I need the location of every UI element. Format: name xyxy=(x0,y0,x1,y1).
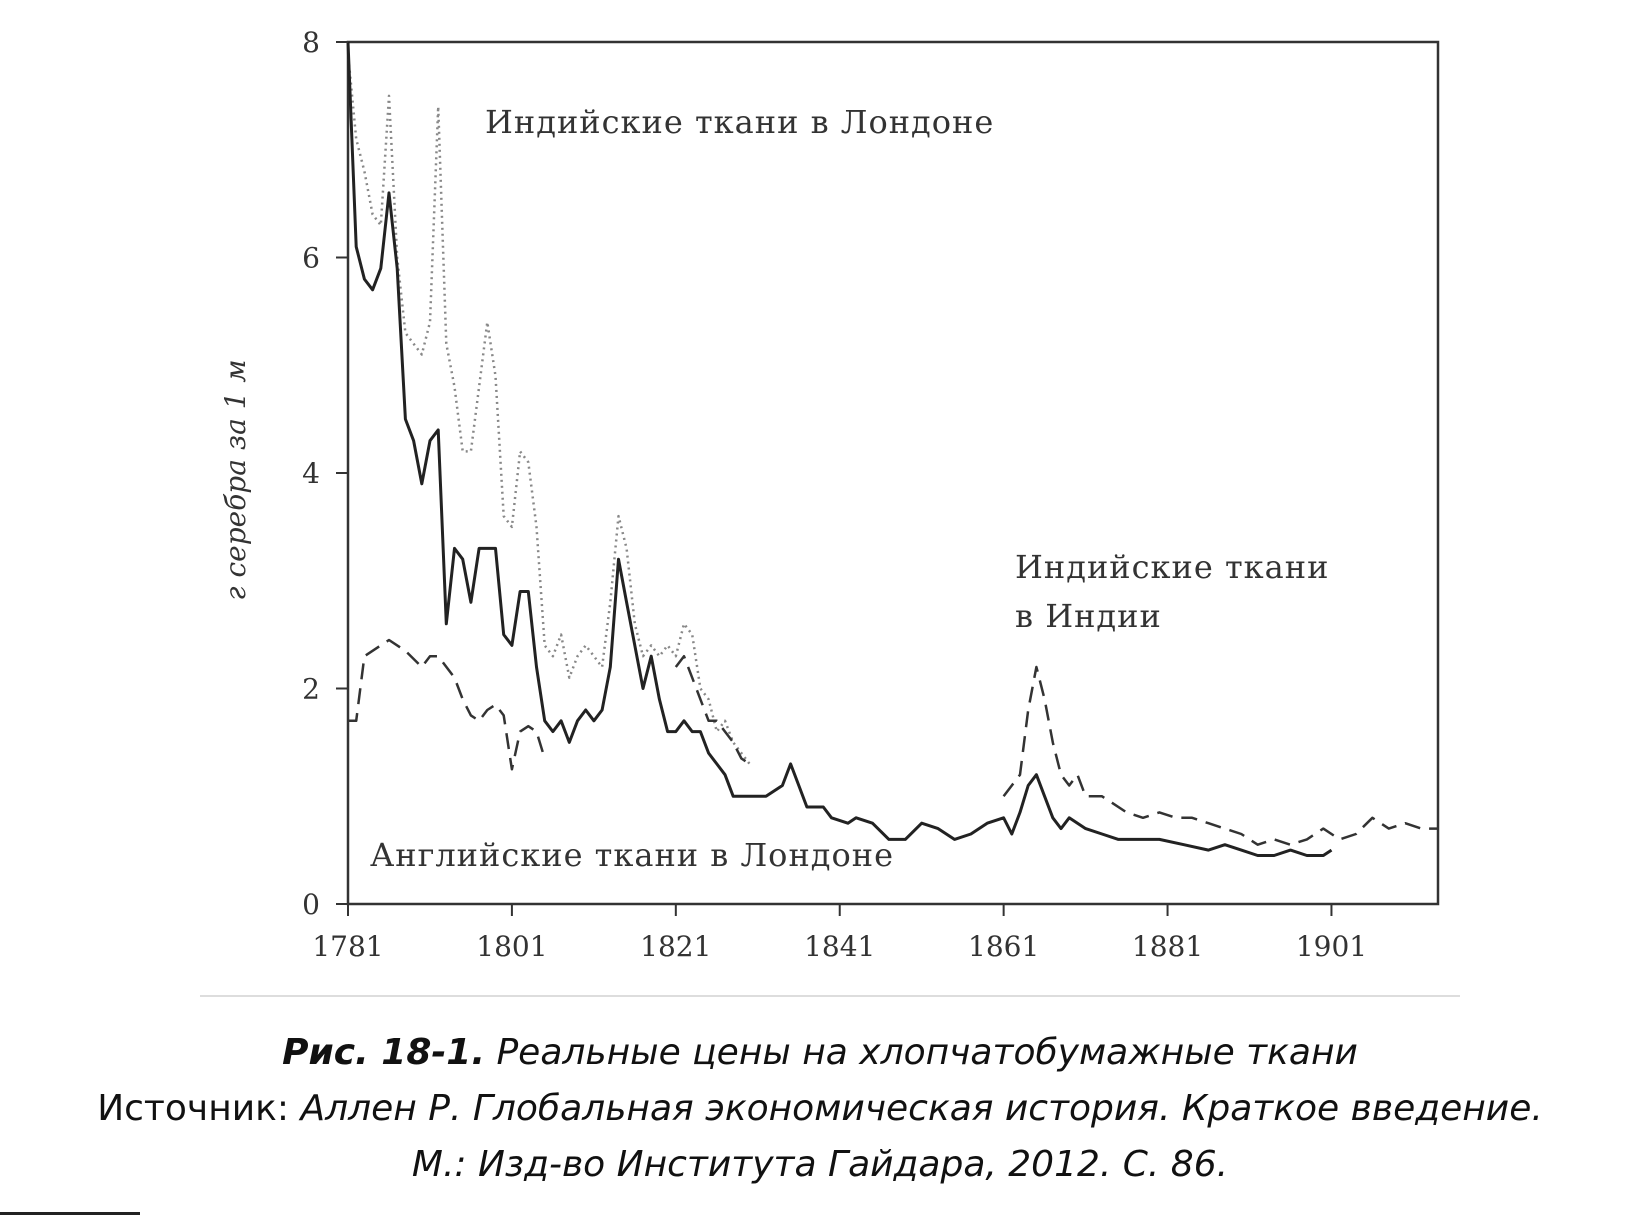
x-tick-label-1: 1801 xyxy=(476,930,548,963)
x-tick-label-2: 1821 xyxy=(640,930,712,963)
series-english_london-segment-0 xyxy=(348,42,1332,856)
footnote-rule xyxy=(0,1212,140,1215)
annotation-indian-india-line1: Индийские ткани xyxy=(1015,548,1330,586)
figure-number: Рис. 18-1. xyxy=(282,1032,486,1073)
x-tick-label-3: 1841 xyxy=(804,930,876,963)
y-tick-label-3: 6 xyxy=(302,241,320,275)
plot-frame xyxy=(348,42,1438,904)
caption-line-2 xyxy=(0,1081,1640,1137)
y-tick-label-4: 8 xyxy=(302,26,320,59)
figure-title: Реальные цены на хлопчатобумажные ткани xyxy=(485,1032,1358,1073)
x-tick-label-6: 1901 xyxy=(1295,930,1368,963)
y-tick-label-1: 2 xyxy=(302,672,320,706)
series-indian_india-segment-0 xyxy=(348,640,545,769)
caption-line-1 xyxy=(0,1025,1640,1081)
y-tick-label-2: 4 xyxy=(302,457,320,490)
annotation-english-london: Английские ткани в Лондоне xyxy=(370,836,894,874)
series-indian_london-segment-0 xyxy=(348,53,750,764)
y-tick-label-0: 0 xyxy=(302,888,320,921)
annotation-indian-india-line2: в Индии xyxy=(1015,597,1162,635)
x-tick-label-4: 1861 xyxy=(968,930,1040,963)
x-tick-label-0: 1781 xyxy=(312,930,384,963)
x-tick-label-5: 1881 xyxy=(1131,930,1204,963)
annotation-indian-london: Индийские ткани в Лондоне xyxy=(485,103,995,141)
source-text-2: М.: Изд-во Института Гайдара, 2012. С. 86. xyxy=(411,1144,1229,1185)
y-axis-label: г серебра за 1 м xyxy=(219,359,252,601)
figure-caption xyxy=(0,1025,1640,1193)
caption-line-3 xyxy=(0,1137,1640,1193)
source-text: Аллен Р. Глобальная экономическая история. Краткое введение. xyxy=(300,1088,1543,1129)
source-label: Источник: xyxy=(97,1088,301,1129)
